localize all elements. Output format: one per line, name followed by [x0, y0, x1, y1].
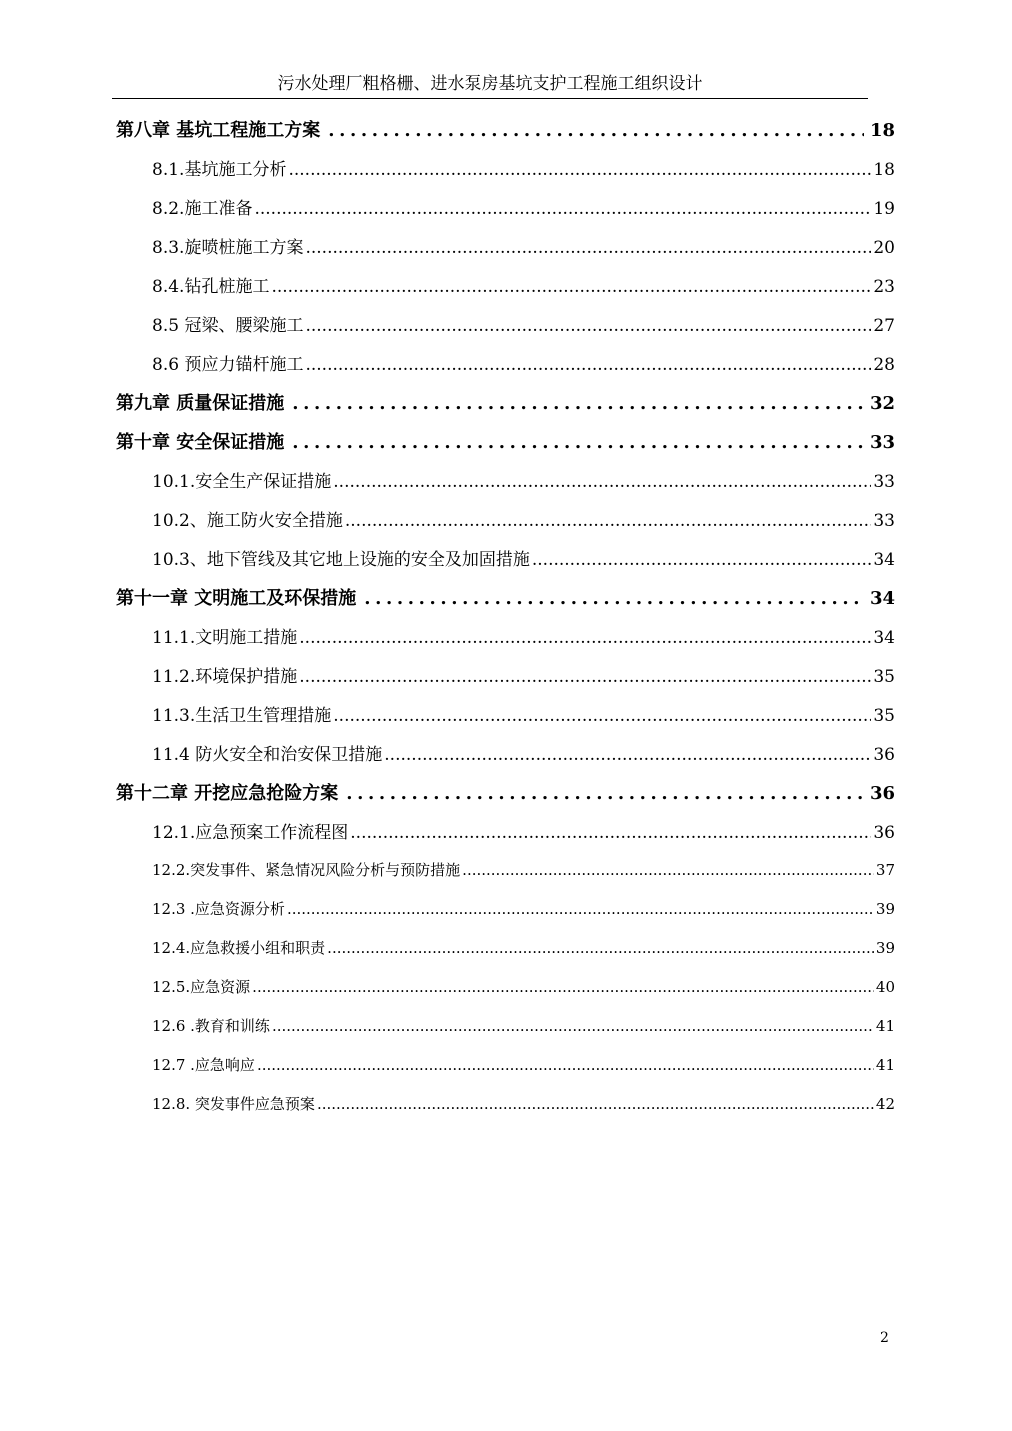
- toc-leader: [288, 160, 871, 180]
- page-number: 2: [880, 1330, 889, 1346]
- toc-leader: [345, 511, 872, 531]
- toc-entry-label: 第八章 基坑工程施工方案: [116, 120, 321, 141]
- toc-entry-page: 39: [875, 939, 895, 957]
- toc-entry-label: 12.5.应急资源: [152, 978, 251, 996]
- toc-entry[interactable]: [152, 545, 895, 570]
- toc-entry-label: 8.5 冠梁、腰梁施工: [152, 316, 304, 336]
- toc-entry[interactable]: [152, 976, 895, 997]
- toc-leader: [333, 706, 871, 726]
- toc-entry[interactable]: [152, 350, 895, 375]
- toc-entry-page: 32: [869, 393, 895, 414]
- toc-leader: [272, 1017, 874, 1035]
- toc-entry-label: 11.3.生活卫生管理措施: [152, 706, 332, 726]
- toc-entry[interactable]: [152, 1054, 895, 1075]
- toc-entry-page: 20: [873, 238, 895, 258]
- toc-leader: [305, 238, 871, 258]
- toc-leader: [305, 355, 871, 375]
- toc-entry[interactable]: [152, 818, 895, 843]
- toc-leader: [299, 628, 871, 648]
- toc-entry-page: 27: [873, 316, 895, 336]
- toc-entry[interactable]: [152, 233, 895, 258]
- toc-entry[interactable]: [152, 662, 895, 687]
- toc-entry-label: 12.3 .应急资源分析: [152, 900, 285, 918]
- toc-leader: [328, 120, 864, 141]
- toc-leader: [252, 978, 874, 996]
- page-header: 污水处理厂粗格栅、进水泵房基坑支护工程施工组织设计: [112, 70, 868, 99]
- toc-entry[interactable]: [116, 428, 895, 454]
- toc-entry[interactable]: [116, 389, 895, 415]
- toc-entry-page: 19: [873, 199, 895, 219]
- toc-entry[interactable]: [152, 898, 895, 919]
- toc-entry-page: 36: [873, 823, 895, 843]
- toc-entry-label: 12.1.应急预案工作流程图: [152, 823, 349, 843]
- toc-entry-label: 第十二章 开挖应急抢险方案: [116, 783, 339, 804]
- toc-entry-label: 12.2.突发事件、紧急情况风险分析与预防措施: [152, 861, 461, 879]
- toc-entry-label: 12.7 .应急响应: [152, 1056, 255, 1074]
- toc-entry-label: 12.4.应急救援小组和职责: [152, 939, 326, 957]
- toc-entry[interactable]: [116, 584, 895, 610]
- toc-entry-label: 第九章 质量保证措施: [116, 393, 285, 414]
- toc-leader: [364, 588, 864, 609]
- toc-entry[interactable]: [152, 194, 895, 219]
- toc-leader: [305, 316, 871, 336]
- toc-entry-page: 36: [869, 783, 895, 804]
- toc-entry[interactable]: [152, 859, 895, 880]
- toc-entry-label: 8.6 预应力锚杆施工: [152, 355, 304, 375]
- toc-entry-page: 33: [869, 432, 895, 453]
- toc-entry-page: 37: [875, 861, 895, 879]
- toc-leader: [287, 900, 874, 918]
- toc-entry-label: 第十一章 文明施工及环保措施: [116, 588, 357, 609]
- toc-leader: [532, 550, 872, 570]
- toc-entry-page: 34: [869, 588, 895, 609]
- toc-leader: [462, 861, 874, 879]
- toc-entry[interactable]: [116, 779, 895, 805]
- toc-entry[interactable]: [152, 623, 895, 648]
- toc-entry-page: 33: [873, 472, 895, 492]
- toc-entry[interactable]: [152, 272, 895, 297]
- toc-entry-page: 40: [875, 978, 895, 996]
- toc-entry-page: 39: [875, 900, 895, 918]
- toc-entry-label: 8.4.钻孔桩施工: [152, 277, 270, 297]
- toc-entry[interactable]: [116, 116, 895, 142]
- toc-entry[interactable]: [152, 1015, 895, 1036]
- toc-entry[interactable]: [152, 467, 895, 492]
- toc-entry-label: 10.1.安全生产保证措施: [152, 472, 332, 492]
- toc-entry[interactable]: [152, 155, 895, 180]
- toc-leader: [327, 939, 874, 957]
- toc-leader: [299, 667, 871, 687]
- toc-entry-label: 11.2.环境保护措施: [152, 667, 298, 687]
- toc-entry-label: 10.2、施工防火安全措施: [152, 511, 343, 531]
- toc-entry-page: 42: [875, 1095, 895, 1113]
- toc-entry[interactable]: [152, 740, 895, 765]
- toc-entry-page: 35: [873, 667, 895, 687]
- toc-leader: [350, 823, 871, 843]
- toc-entry-label: 8.1.基坑施工分析: [152, 160, 287, 180]
- toc-leader: [254, 199, 871, 219]
- toc-leader: [257, 1056, 874, 1074]
- toc-entry-page: 33: [873, 511, 895, 531]
- toc-entry[interactable]: [152, 311, 895, 336]
- toc-leader: [292, 432, 864, 453]
- toc-entry-label: 8.2.施工准备: [152, 199, 253, 219]
- toc-entry-page: 18: [873, 160, 895, 180]
- toc-leader: [333, 472, 871, 492]
- toc-entry[interactable]: [152, 937, 895, 958]
- toc-entry-page: 34: [873, 628, 895, 648]
- toc-entry[interactable]: [152, 506, 895, 531]
- toc-entry-page: 41: [875, 1017, 895, 1035]
- toc-entry-page: 41: [875, 1056, 895, 1074]
- toc-entry-page: 18: [869, 120, 895, 141]
- toc-leader: [346, 783, 864, 804]
- toc-leader: [317, 1095, 874, 1113]
- toc-entry-label: 10.3、地下管线及其它地上设施的安全及加固措施: [152, 550, 530, 570]
- toc-entry[interactable]: [152, 1093, 895, 1114]
- toc-entry-label: 11.1.文明施工措施: [152, 628, 298, 648]
- toc-entry-page: 36: [873, 745, 895, 765]
- toc-leader: [271, 277, 871, 297]
- toc-entry-label: 11.4 防火安全和治安保卫措施: [152, 745, 383, 765]
- toc-entry-label: 12.6 .教育和训练: [152, 1017, 270, 1035]
- toc-entry-label: 8.3.旋喷桩施工方案: [152, 238, 304, 258]
- toc-entry-page: 35: [873, 706, 895, 726]
- toc-entry-page: 28: [873, 355, 895, 375]
- toc-entry[interactable]: [152, 701, 895, 726]
- toc-entry-page: 34: [873, 550, 895, 570]
- toc-entry-page: 23: [873, 277, 895, 297]
- toc-entry-label: 第十章 安全保证措施: [116, 432, 285, 453]
- toc-entry-label: 12.8. 突发事件应急预案: [152, 1095, 315, 1113]
- toc-leader: [384, 745, 871, 765]
- toc-leader: [292, 393, 864, 414]
